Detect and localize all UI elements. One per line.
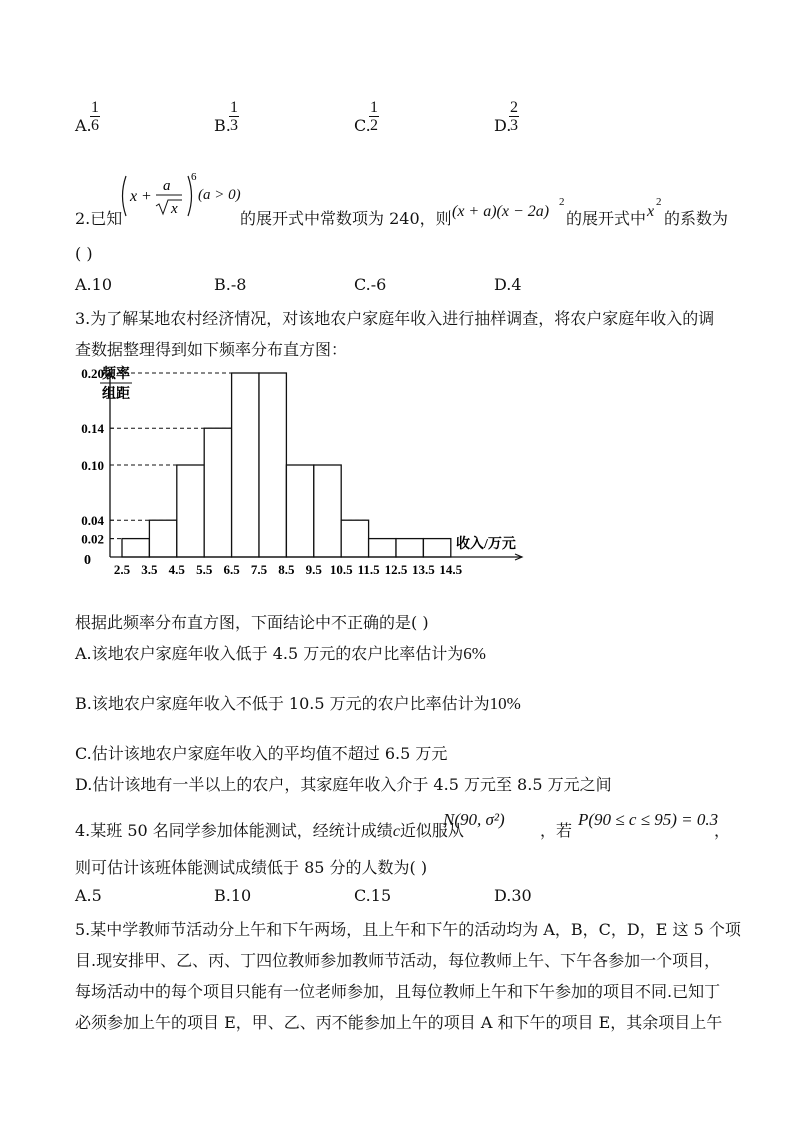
- y-tick-label: 0.20: [81, 366, 104, 381]
- q4-line-1: 4.某班 50 名同学参加体能测试，经统计成绩c近似服从: [75, 821, 464, 840]
- q4-probability: P(90 ≤ c ≤ 95) = 0.3: [578, 810, 719, 829]
- histogram-bar: [396, 539, 423, 557]
- q4-option-c: C.15: [354, 886, 392, 905]
- x-tick-label: 10.5: [329, 562, 353, 577]
- q2-text-end: 的系数为: [664, 209, 729, 228]
- x-tick-label: 7.5: [250, 562, 268, 577]
- y-axis-label-top: 频率: [102, 367, 130, 382]
- q5-line-3: 每场活动中的每个项目只能有一位老师参加，且每位教师上午和下午参加的项目不同.已知丁: [75, 982, 721, 1001]
- q4-option-b: B.10: [214, 886, 252, 905]
- q2-condition: (a > 0): [198, 187, 241, 203]
- q2-prefix: 2.已知: [75, 209, 123, 228]
- q2-expr2: (x + a)(x − 2a): [452, 203, 550, 220]
- histogram-bar: [232, 373, 259, 557]
- x-tick-label: 2.5: [113, 562, 131, 577]
- histogram-bar: [259, 373, 286, 557]
- q3-option-c: C.估计该地农户家庭年收入的平均值不超过 6.5 万元: [75, 744, 448, 763]
- q5-line-1: 5.某中学教师节活动分上午和下午两场，且上午和下午的活动均为 A，B，C，D，E 这 5 个项: [75, 920, 741, 939]
- q2-option-d: D.4: [494, 275, 522, 294]
- q4-comma: ，: [714, 821, 731, 840]
- q2-text-mid: 的展开式中常数项为 240，则: [240, 209, 452, 228]
- x-tick-label: 4.5: [168, 562, 185, 577]
- q2-binomial-expression: [118, 170, 198, 222]
- q4-option-a: A.5: [75, 886, 102, 905]
- q5-line-2: 目.现安排甲、乙、丙、丁四位教师参加教师节活动，每位教师上午、下午各参加一个项目，: [75, 951, 721, 970]
- q2-sqrt-x: x: [171, 201, 178, 217]
- q3-option-b-value: 10%: [489, 694, 521, 713]
- q4-line-2: 则可估计该班体能测试成绩低于 85 分的人数为( ): [75, 858, 428, 877]
- y-tick-label: 0.10: [81, 458, 104, 473]
- q1-option-b-fraction: $\frac{1}{3}$: [230, 99, 238, 134]
- q2-x2-pow: 2: [656, 196, 662, 208]
- y-tick-label: 0.02: [81, 531, 104, 547]
- histogram-bar: [204, 428, 231, 557]
- q1-option-c-fraction: $\frac{1}{2}$: [370, 99, 378, 134]
- q2-a: a: [163, 178, 171, 194]
- q4-var-c: c: [392, 823, 400, 840]
- q2-option-c: C.-6: [354, 275, 387, 294]
- q3-option-b: B.该地农户家庭年收入不低于 10.5 万元的农户比率估计为10%: [75, 694, 521, 713]
- q1-option-a-fraction: $\frac{1}{6}$: [91, 99, 99, 134]
- x-tick-label: 14.5: [439, 562, 463, 577]
- q1-option-d-label: D.: [494, 116, 512, 135]
- x-tick-label: 5.5: [196, 562, 213, 577]
- q4-distribution: N(90, σ²): [443, 810, 505, 829]
- x-tick-label: 9.5: [305, 562, 322, 577]
- histogram-bar: [369, 539, 396, 557]
- q1-option-d-fraction: $\frac{2}{3}$: [510, 99, 518, 134]
- q3-option-a: A.该地农户家庭年收入低于 4.5 万元的农户比率估计为6%: [75, 644, 486, 663]
- histogram-bar: [286, 465, 313, 557]
- q1-option-c-label: C.: [354, 116, 371, 135]
- q5-line-4: 必须参加上午的项目 E，甲、乙、丙不能参加上午的项目 A 和下午的项目 E，其余项目上午: [75, 1013, 723, 1032]
- q2-x2-base: x: [647, 203, 655, 220]
- histogram-bar: [122, 539, 149, 557]
- x-tick-label: 12.5: [384, 562, 408, 577]
- q3-line-1: 3.为了解某地农村经济情况，对该地农户家庭年收入进行抽样调查，将农户家庭年收入的调: [75, 309, 715, 328]
- x-axis-label: 收入/万元: [456, 537, 516, 552]
- q4-option-d: D.30: [494, 886, 532, 905]
- q2-text-mid2: 的展开式中: [566, 209, 647, 228]
- q2-option-b: B.-8: [214, 275, 247, 294]
- q4-text-if: ，若: [540, 821, 573, 840]
- q3-line-2: 查数据整理得到如下频率分布直方图：: [75, 340, 348, 359]
- y-axis-label-bottom: 组距: [102, 387, 130, 402]
- y-tick-label: 0.04: [81, 513, 104, 529]
- x-tick-label: 6.5: [223, 562, 240, 577]
- histogram-bar: [423, 539, 450, 557]
- q3-option-a-value: 6%: [463, 644, 486, 663]
- histogram-bar: [341, 520, 368, 557]
- q2-sqrt-icon: [156, 200, 182, 214]
- q3-question: 根据此频率分布直方图，下面结论中不正确的是( ): [75, 613, 429, 632]
- q1-option-b-label: B.: [214, 116, 231, 135]
- q2-plus: +: [142, 188, 152, 205]
- x-tick-label: 11.5: [357, 562, 380, 577]
- q2-expr2-pow: 2: [559, 196, 565, 208]
- histogram-bar: [314, 465, 341, 557]
- origin-label: 0: [84, 553, 91, 568]
- y-tick-label: 0.14: [81, 421, 104, 437]
- q2-pow: 6: [191, 171, 197, 183]
- histogram-bar: [149, 520, 176, 557]
- histogram-bar: [177, 465, 204, 557]
- x-tick-label: 8.5: [278, 562, 295, 577]
- q3-option-d: D.估计该地有一半以上的农户，其家庭年收入介于 4.5 万元至 8.5 万元之间: [75, 775, 612, 794]
- x-tick-label: 3.5: [141, 562, 158, 577]
- x-tick-label: 13.5: [412, 562, 435, 577]
- q2-answer-paren: ( ): [75, 244, 93, 263]
- q2-x: x: [130, 188, 138, 205]
- q1-option-a-label: A.: [75, 116, 92, 135]
- frequency-histogram: [70, 362, 540, 584]
- q2-option-a: A.10: [75, 275, 112, 294]
